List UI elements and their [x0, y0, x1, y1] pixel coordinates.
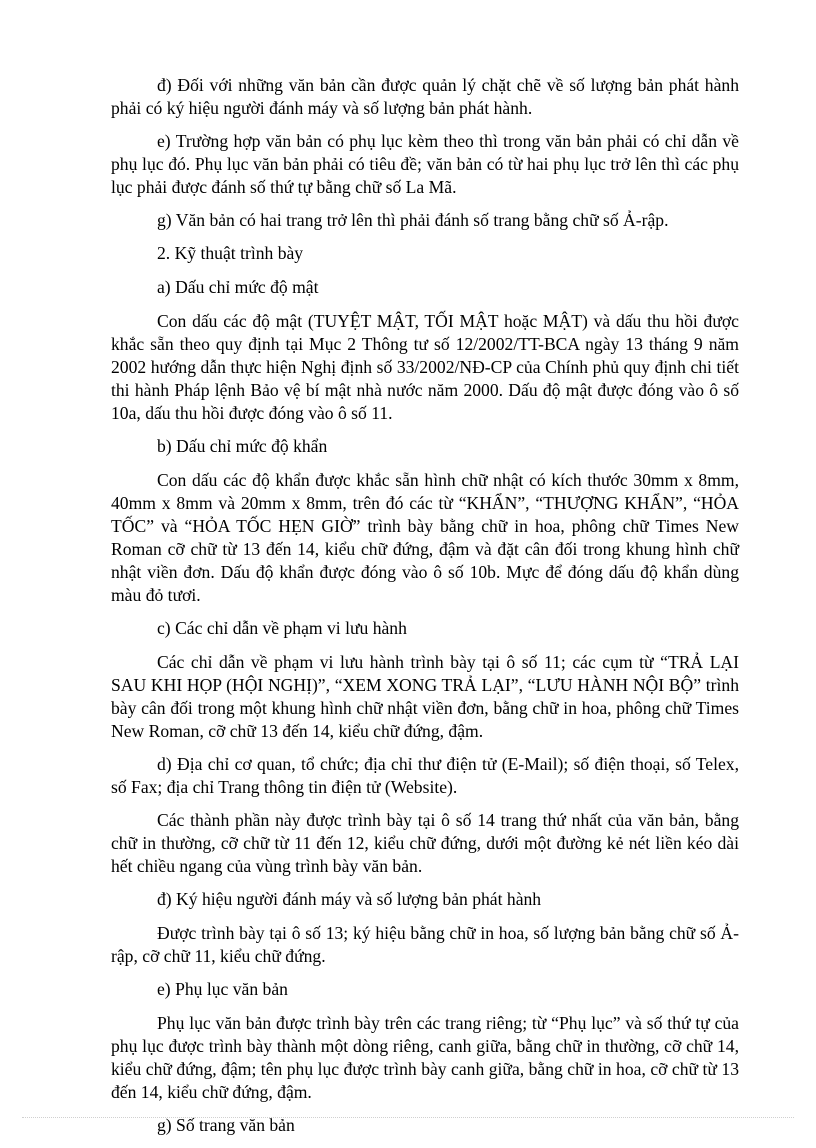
paragraph-d-bar-release-marking: đ) Đối với những văn bản cần được quản lý chặt chẽ về số lượng bản phát hành phải có ký hiệu người đánh máy và số lượng bản phát hành. [111, 75, 739, 118]
paragraph-secrecy-stamp: Con dấu các độ mật (TUYỆT MẬT, TỐI MẬT hoặc MẬT) và dấu thu hồi được khắc sẵn theo quy định tại Mục 2 Thông tư số 12/2002/TT-BCA ngày 13 tháng 9 năm 2002 hướng dẫn thực hiện Nghị định số 33/2002/NĐ-CP của Chính phủ quy định chi tiết thi hành Pháp lệnh Bảo vệ bí mật nhà nước năm 2000. Dấu độ mật được đóng vào ô số 10a, dấu thu hồi được đóng vào ô số 11. [111, 311, 739, 423]
subheading-appendix: e) Phụ lục văn bản [157, 979, 288, 999]
paragraph-e-appendix: e) Trường hợp văn bản có phụ lục kèm theo thì trong văn bản phải có chỉ dẫn về phụ lục đó. Phụ lục văn bản phải có tiêu đề; văn bản có từ hai phụ lục trở lên thì các phụ lục phải được đánh số thứ tự bằng chữ số La Mã. [111, 131, 739, 197]
paragraph-circulation-scope: Các chỉ dẫn về phạm vi lưu hành trình bày tại ô số 11; các cụm từ “TRẢ LẠI SAU KHI HỌP (HỘI NGHỊ)”, “XEM XONG TRẢ LẠI”, “LƯU HÀNH NỘI BỘ” trình bày cân đối trong một khung hình chữ nhật viền đơn, bằng chữ in hoa, phông chữ Times New Roman, cỡ chữ 13 đến 14, kiểu chữ đứng, đậm. [111, 652, 739, 741]
subheading-urgency-mark: b) Dấu chỉ mức độ khẩn [157, 436, 328, 456]
paragraph-appendix: Phụ lục văn bản được trình bày trên các trang riêng; từ “Phụ lục” và số thứ tự của phụ lục được trình bày thành một dòng riêng, canh giữa, bằng chữ in thường, cỡ chữ 14, kiểu chữ đứng, đậm; tên phụ lục được trình bày canh giữa, bằng chữ in hoa, cỡ chữ từ 13 đến 14, kiểu chữ đứng, đậm. [111, 1013, 739, 1102]
paragraph-typist-marking: Được trình bày tại ô số 13; ký hiệu bằng chữ in hoa, số lượng bản bằng chữ số Ả-rập, cỡ chữ 11, kiểu chữ đứng. [111, 923, 739, 966]
section-heading-presentation-technique: 2. Kỹ thuật trình bày [157, 243, 304, 263]
subheading-typist-marking: đ) Ký hiệu người đánh máy và số lượng bản phát hành [157, 889, 542, 909]
subheading-page-number: g) Số trang văn bản [157, 1115, 295, 1135]
paragraph-urgency-stamp: Con dấu các độ khẩn được khắc sẵn hình chữ nhật có kích thước 30mm x 8mm, 40mm x 8mm và 20mm x 8mm, trên đó các từ “KHẨN”, “THƯỢNG KHẨN”, “HỎA TỐC” và “HỎA TỐC HẸN GIỜ” trình bày bằng chữ in hoa, phông chữ Times New Roman cỡ chữ từ 13 đến 14, kiểu chữ đứng, đậm và đặt cân đối trong khung hình chữ nhật viền đơn. Dấu độ khẩn được đóng vào ô số 10b. Mực để đóng dấu độ khẩn dùng màu đỏ tươi. [111, 470, 739, 605]
document-body [111, 74, 739, 1148]
subheading-circulation-scope: c) Các chỉ dẫn về phạm vi lưu hành [157, 618, 407, 638]
subheading-contact-address: d) Địa chỉ cơ quan, tổ chức; địa chỉ thư điện tử (E-Mail); số điện thoại, số Telex, số Fax; địa chỉ Trang thông tin điện tử (Website). [111, 754, 739, 797]
page-bottom-divider [22, 1117, 794, 1118]
paragraph-g-page-numbering: g) Văn bản có hai trang trở lên thì phải đánh số trang bằng chữ số Ả-rập. [157, 210, 669, 230]
subheading-secrecy-mark: a) Dấu chỉ mức độ mật [157, 277, 319, 297]
paragraph-contact-address: Các thành phần này được trình bày tại ô số 14 trang thứ nhất của văn bản, bằng chữ in thường, cỡ chữ từ 11 đến 12, kiểu chữ đứng, dưới một đường kẻ nét liền kéo dài hết chiều ngang của vùng trình bày văn bản. [111, 810, 739, 876]
